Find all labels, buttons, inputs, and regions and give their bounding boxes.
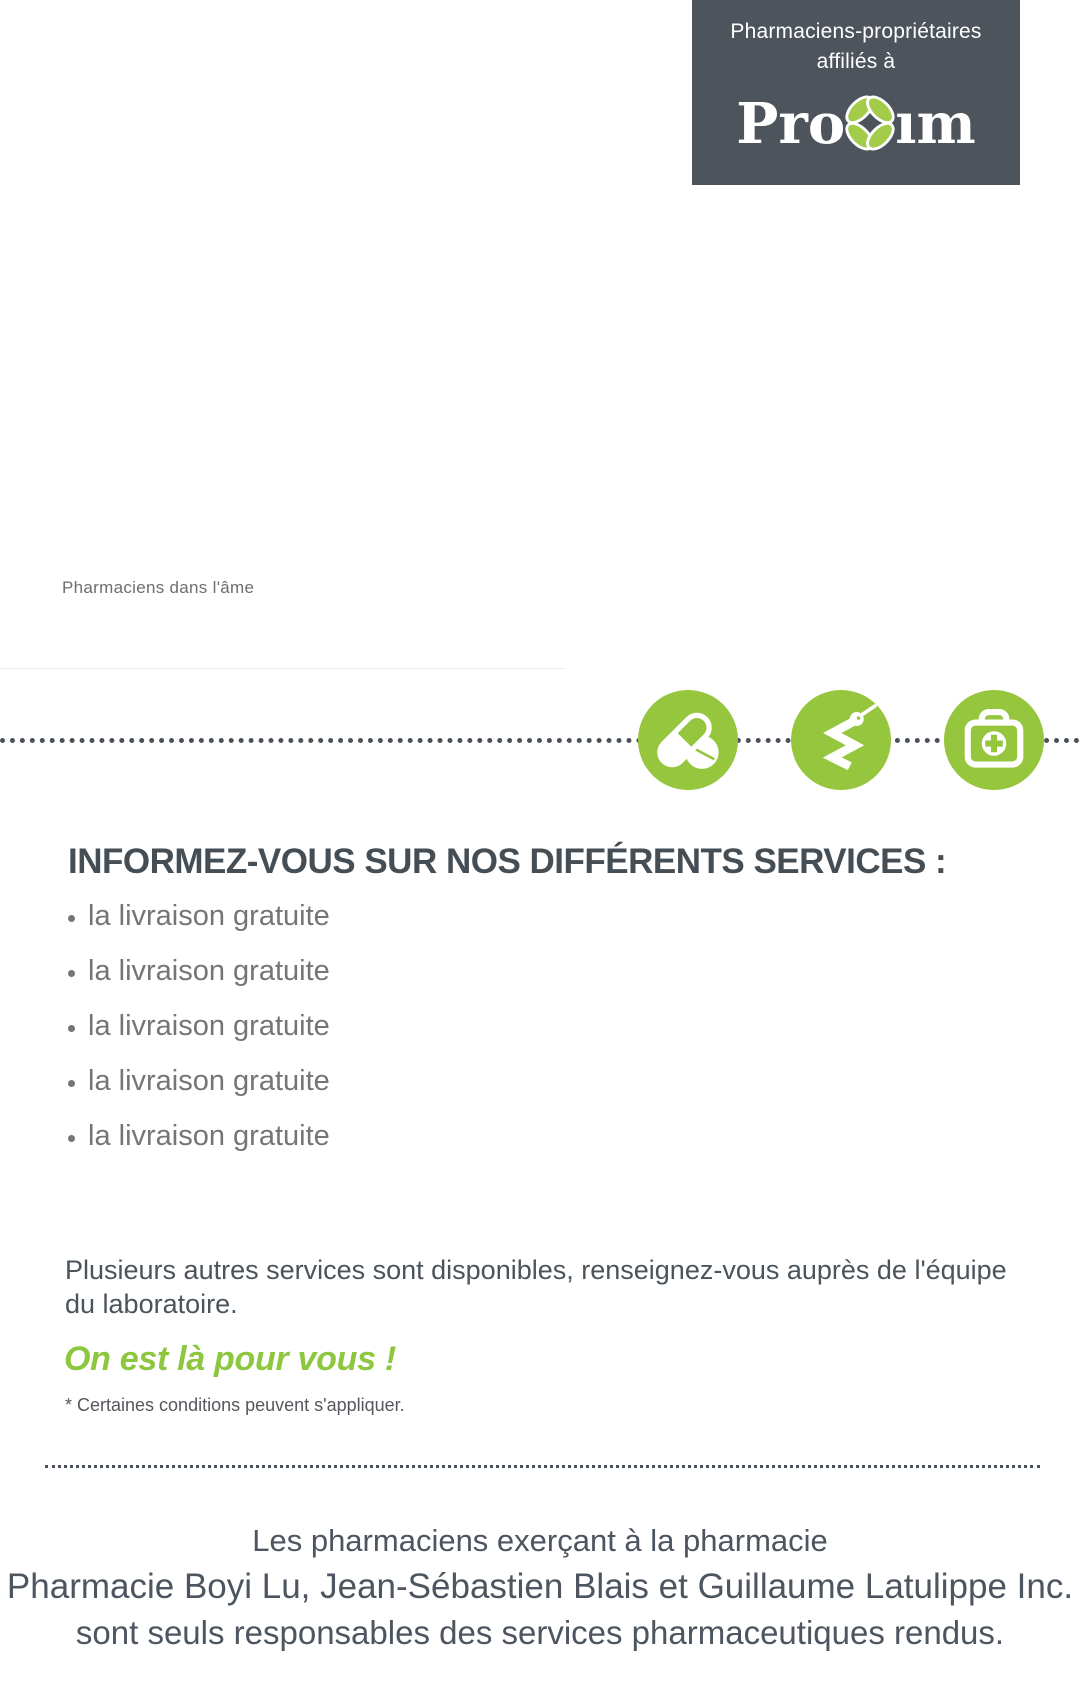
wordmark-pro: Pro <box>736 91 846 157</box>
other-services-paragraph: Plusieurs autres services sont disponibles, renseignez-vous auprès de l'équipe du laboratoire. <box>65 1255 1007 1319</box>
pharmacy-tagline: Pharmaciens dans l'âme <box>62 578 255 597</box>
affiliation-line1: Pharmaciens-propriétaires <box>730 20 982 43</box>
services-list <box>62 901 330 1176</box>
legal-footer <box>0 1518 1080 1656</box>
dotted-divider-top <box>0 738 1080 743</box>
first-aid-kit-icon <box>944 690 1044 790</box>
footer-line3: sont seuls responsables des services pharmaceutiques rendus. <box>75 1614 1005 1651</box>
snake-rod-icon <box>791 690 891 790</box>
service-item: • la livraison gratuite <box>88 1066 330 1097</box>
proxim-petal-x-icon <box>841 90 899 170</box>
proxim-logo-box <box>692 0 1020 185</box>
footer-line1: Les pharmaciens exerçant à la pharmacie <box>252 1523 828 1558</box>
pills-capsule-icon <box>638 690 738 790</box>
header-divider-line <box>0 668 565 669</box>
footer-line2-pharmacy-name: Pharmacie Boyi Lu, Jean-Sébastien Blais et Guillaume Latulippe Inc. <box>6 1567 1074 1606</box>
dotted-divider-bottom <box>45 1465 1040 1468</box>
conditions-disclaimer: * Certaines conditions peuvent s'appliquer. <box>65 1395 405 1415</box>
service-item: • la livraison gratuite <box>88 956 330 987</box>
proxim-wordmark <box>692 84 1020 164</box>
services-heading: INFORMEZ-VOUS SUR NOS DIFFÉRENTS SERVICES : <box>68 842 947 881</box>
service-item: • la livraison gratuite <box>88 1121 330 1152</box>
service-item: • la livraison gratuite <box>88 1011 330 1042</box>
affiliation-line2: affiliés à <box>816 50 896 73</box>
service-item: • la livraison gratuite <box>88 901 330 932</box>
wordmark-im: ım <box>895 91 976 157</box>
green-tagline: On est là pour vous ! <box>64 1340 396 1378</box>
